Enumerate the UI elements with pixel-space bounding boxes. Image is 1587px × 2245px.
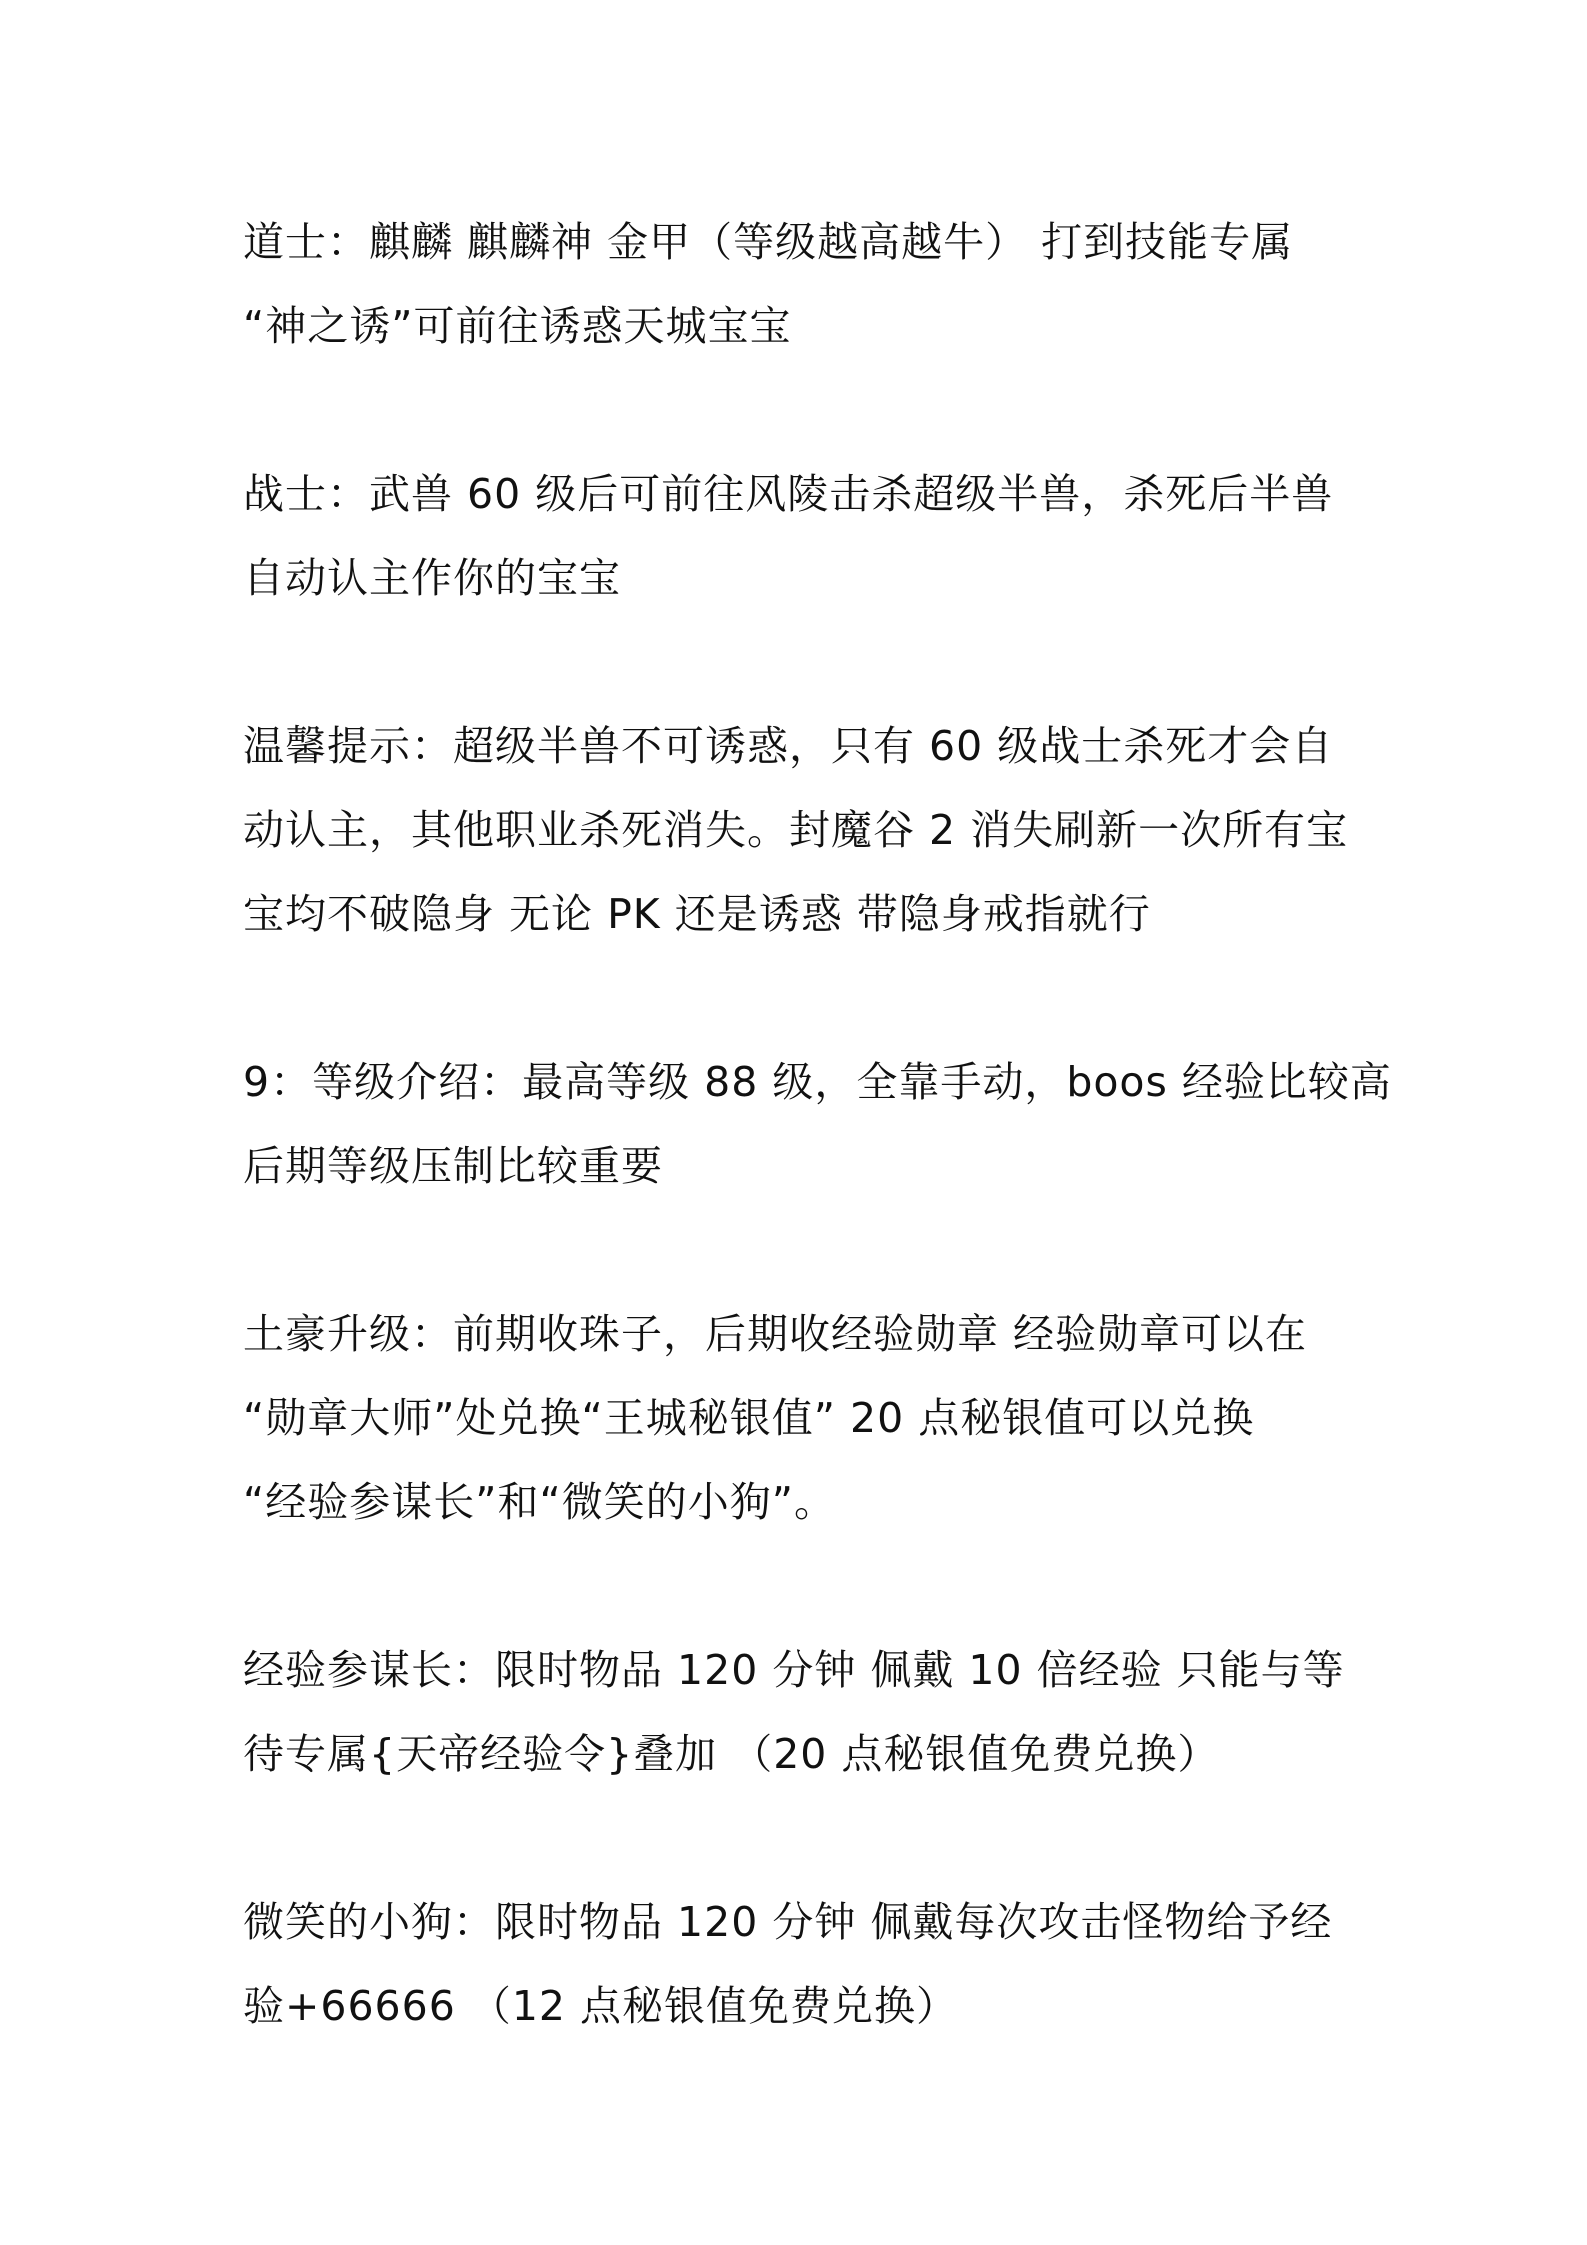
paragraph-tycoon-leveling (243, 1292, 1353, 1544)
paragraph-tips (243, 704, 1353, 956)
paragraph-level-intro (243, 1040, 1392, 1208)
paragraph-exp-advisor (243, 1628, 1353, 1796)
text-line: 9：等级介绍：最高等级 88 级，全靠手动，boos 经验比较高 (243, 1058, 1392, 1106)
document-body (243, 200, 1392, 2132)
text-line: 道士：麒麟 麒麟神 金甲（等级越高越牛） 打到技能专属 (243, 218, 1294, 266)
text-line: 验+66666 （12 点秘银值免费兑换） (243, 1982, 959, 2030)
text-line: 温馨提示：超级半兽不可诱惑，只有 60 级战士杀死才会自 (243, 722, 1334, 770)
text-line: 土豪升级：前期收珠子，后期收经验勋章 经验勋章可以在 (243, 1310, 1308, 1358)
paragraph-warrior-pets (243, 452, 1353, 620)
text-line: “神之诱”可前往诱惑天城宝宝 (243, 302, 792, 350)
text-line: 宝均不破隐身 无论 PK 还是诱惑 带隐身戒指就行 (243, 890, 1151, 938)
text-line: 经验参谋长：限时物品 120 分钟 佩戴 10 倍经验 只能与等 (243, 1646, 1345, 1694)
text-line: 后期等级压制比较重要 (243, 1142, 663, 1190)
paragraph-taoist-pets (243, 200, 1353, 368)
text-line: 待专属{天帝经验令}叠加 （20 点秘银值免费兑换） (243, 1730, 1220, 1778)
text-line: 战士：武兽 60 级后可前往风陵击杀超级半兽，杀死后半兽 (243, 470, 1334, 518)
text-line: 微笑的小狗：限时物品 120 分钟 佩戴每次攻击怪物给予经 (243, 1898, 1333, 1946)
text-line: “经验参谋长”和“微笑的小狗”。 (243, 1478, 836, 1526)
text-line: 自动认主作你的宝宝 (243, 554, 621, 602)
paragraph-smiling-puppy (243, 1880, 1353, 2048)
text-line: 动认主，其他职业杀死消失。封魔谷 2 消失刷新一次所有宝 (243, 806, 1349, 854)
text-line: “勋章大师”处兑换“王城秘银值” 20 点秘银值可以兑换 (243, 1394, 1255, 1442)
